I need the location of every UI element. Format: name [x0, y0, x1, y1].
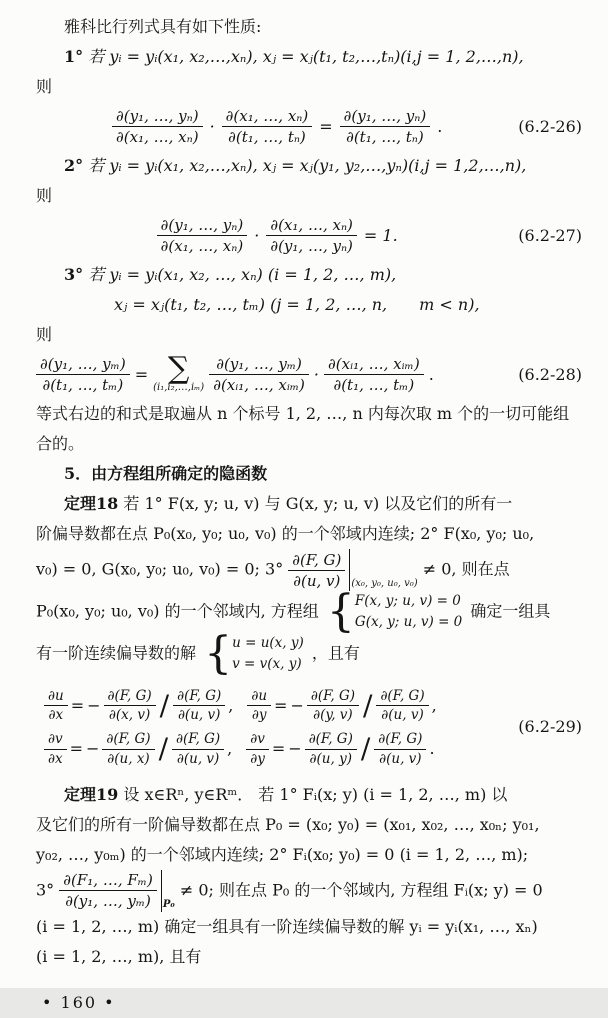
equation-6-2-28-body — [36, 351, 518, 394]
equation-tail: . — [429, 739, 435, 759]
theorem-19-line-5 — [36, 912, 582, 942]
property-1-line — [36, 42, 582, 72]
frac-numerator: ∂(F, G) — [307, 688, 359, 706]
equation-6-2-29-body — [36, 680, 518, 775]
system-lines — [232, 633, 304, 675]
then-label: 则 — [36, 186, 53, 205]
frac-denominator: ∂(u, v) — [379, 750, 422, 767]
fraction — [209, 355, 309, 394]
frac-denominator: ∂x — [48, 750, 63, 767]
fraction — [324, 355, 424, 394]
equation-row — [44, 688, 518, 723]
property-2-line — [36, 151, 582, 181]
equals-operator: = — [134, 364, 149, 384]
frac-denominator: ∂(u, v) — [176, 750, 220, 767]
frac-denominator: ∂(y₁, …, yₙ) — [270, 237, 353, 255]
then-line-1 — [36, 72, 582, 102]
property-1-label: 1° — [64, 47, 84, 66]
fraction — [172, 731, 224, 766]
frac-denominator: ∂(t₁, …, tₙ) — [346, 128, 424, 146]
equation-tail: , — [228, 695, 234, 715]
fraction — [102, 731, 154, 766]
then-label: 则 — [36, 325, 53, 344]
paragraph-text: 等式右边的和式是取遍从 n 个标号 1, 2, …, n 内每次取 m 个的一切可能组 — [36, 404, 570, 423]
fraction — [112, 107, 203, 146]
equation-tail: , — [431, 695, 437, 715]
frac-denominator: ∂y — [250, 750, 265, 767]
paragraph-line-1 — [36, 399, 582, 429]
fraction — [288, 551, 345, 590]
fraction — [246, 731, 269, 766]
theorem-19-text: 设 x∈Rⁿ, y∈Rᵐ． 若 1° Fᵢ(x; y) (i = 1, 2, …, m) 以 — [123, 784, 508, 804]
fraction — [104, 688, 156, 723]
equation-tail: . — [428, 364, 434, 384]
equation-tail: = 1. — [363, 225, 398, 245]
equals-operator: = — [70, 695, 85, 715]
equation-6-2-29 — [36, 680, 582, 775]
fraction — [222, 107, 313, 146]
fraction — [173, 688, 225, 723]
frac-denominator: ∂(t₁, …, tₘ) — [42, 376, 124, 394]
dot-operator: · — [313, 364, 319, 384]
equals-operator: = — [69, 739, 84, 759]
theorem-18-line-5 — [36, 628, 582, 679]
theorem-19-text: 及它们的所有一阶偏导数都在点 P₀ = (x₀; y₀) = (x₀₁, x₀₂, …, x₀ₙ; y₀₁, — [36, 814, 540, 834]
property-3-text-1: 若 yᵢ = yᵢ(x₁, x₂, …, xₙ) (i = 1, 2, …, m), — [88, 265, 397, 284]
theorem-18-text: 阶偏导数都在点 P₀(x₀, y₀; u₀, v₀) 的一个邻域内连续; 2° F(x₀, y₀; u₀, — [36, 524, 535, 543]
evaluated-jacobian — [288, 549, 417, 591]
fraction — [36, 355, 130, 394]
equals-operator: = — [274, 695, 288, 715]
summation — [153, 351, 205, 393]
theorem-19-text: y₀₂, …, y₀ₘ) 的一个邻域内连续; 2° Fᵢ(x₀; y₀) = 0 (i = 1, 2, …, m); — [36, 844, 529, 864]
frac-numerator: ∂(F₁, …, Fₘ) — [59, 871, 157, 891]
division-slash: / — [360, 732, 371, 766]
partial-derivative-equation — [247, 688, 436, 723]
theorem-18-label: 定理18 — [64, 494, 119, 513]
evaluation-point: (x₀, y₀, u₀, v₀) — [351, 578, 418, 589]
frac-denominator: ∂(x, v) — [108, 707, 151, 724]
frac-numerator: ∂u — [44, 688, 68, 706]
division-slash: / — [363, 688, 373, 722]
frac-denominator: ∂(u, v) — [177, 707, 221, 724]
theorem-19-line-6 — [36, 942, 582, 972]
evaluation-bar — [349, 549, 350, 591]
equals-operator: = — [271, 739, 286, 759]
fraction — [44, 731, 67, 766]
frac-denominator: ∂(u, v) — [293, 571, 341, 590]
equation-tail: , — [227, 739, 233, 759]
theorem-19-label: 定理19 — [64, 784, 119, 804]
fraction — [44, 688, 68, 723]
theorem-18-text: P₀(x₀, y₀; u₀, v₀) 的一个邻域内, 方程组 — [36, 601, 319, 621]
frac-numerator: ∂(F, G) — [305, 731, 357, 749]
fraction — [374, 731, 426, 766]
minus-sign: − — [290, 695, 304, 715]
frac-numerator: ∂(F, G) — [173, 688, 225, 706]
then-label: 则 — [36, 77, 53, 96]
frac-denominator: ∂(x₁, …, xₙ) — [160, 237, 244, 255]
minus-sign: − — [87, 695, 101, 715]
division-slash: / — [159, 688, 170, 722]
equation-number: (6.2-27) — [518, 225, 582, 245]
theorem-18-line-2 — [36, 519, 582, 549]
theorem-18-text: 若 1° F(x, y; u, v) 与 G(x, y; u, v) 以及它们的所有一 — [123, 494, 513, 513]
evaluated-jacobian — [59, 870, 174, 912]
division-slash: / — [158, 732, 169, 766]
frac-numerator: ∂(F, G) — [172, 731, 224, 749]
frac-numerator: ∂(F, G) — [104, 688, 156, 706]
frac-numerator: ∂(xᵢ₁, …, xᵢₘ) — [324, 355, 424, 375]
equation-system-uv — [204, 628, 304, 679]
then-line-3 — [36, 320, 582, 350]
theorem-18-text: 有一阶连续偏导数的解 — [36, 643, 197, 663]
system-equation-1: u = u(x, y) — [232, 635, 304, 651]
frac-denominator: ∂(y₁, …, yₘ) — [65, 892, 151, 911]
frac-denominator: ∂(u, x) — [107, 750, 150, 767]
equation-6-2-26 — [36, 107, 582, 146]
property-2-text: 若 yᵢ = yᵢ(x₁, x₂,…,xₙ), xⱼ = xⱼ(y₁, y₂,…,yₙ)(i,j = 1,2,…,n), — [88, 156, 527, 175]
theorem-19-text: (i = 1, 2, …, m) 确定一组具有一阶连续偏导数的解 yᵢ = yᵢ(x₁, …, xₙ) — [36, 916, 538, 936]
equation-number: (6.2-29) — [518, 717, 582, 737]
frac-numerator: ∂(y₁, …, yₘ) — [36, 355, 130, 375]
system-equation-1: F(x, y; u, v) = 0 — [354, 593, 461, 609]
frac-denominator: ∂(u, y) — [309, 750, 352, 767]
partial-derivative-equation — [246, 731, 434, 766]
frac-numerator: ∂(F, G) — [102, 731, 154, 749]
fraction — [157, 216, 248, 255]
frac-numerator: ∂(y₁, …, yₙ) — [112, 107, 203, 127]
then-line-2 — [36, 181, 582, 211]
left-brace: { — [326, 586, 355, 637]
summation-limits: (i₁,i₂,…,iₘ) — [153, 382, 205, 393]
frac-denominator: ∂(x₁, …, xₙ) — [116, 128, 199, 146]
system-equation-2: v = v(x, y) — [232, 656, 302, 672]
partial-derivative-equation — [44, 688, 233, 723]
property-3-label: 3° — [64, 265, 84, 284]
theorem-19-text: 3° — [36, 880, 55, 900]
frac-numerator: ∂u — [247, 688, 271, 706]
fraction — [340, 107, 431, 146]
intro-text: 雅科比行列式具有如下性质: — [64, 17, 262, 36]
theorem-19-text: (i = 1, 2, …, m), 且有 — [36, 946, 202, 966]
fraction — [59, 871, 157, 910]
sigma-symbol: ∑ — [167, 351, 190, 386]
paragraph-line-2 — [36, 429, 582, 459]
property-3-line-1 — [36, 260, 582, 290]
equation-6-2-27-body — [36, 216, 518, 255]
property-3-text-2: xⱼ = xⱼ(t₁, t₂, …, tₘ) (j = 1, 2, …, n, m < n), — [114, 295, 480, 314]
fraction — [266, 216, 357, 255]
frac-denominator: ∂(t₁, …, tₙ) — [228, 128, 306, 146]
frac-numerator: ∂v — [44, 731, 67, 749]
property-2-label: 2° — [64, 156, 84, 175]
frac-numerator: ∂(x₁, …, xₙ) — [266, 216, 357, 236]
frac-denominator: ∂(xᵢ₁, …, xᵢₘ) — [213, 376, 305, 394]
frac-numerator: ∂(y₁, …, yₘ) — [209, 355, 309, 375]
theorem-19-line-1 — [36, 780, 582, 810]
partial-derivative-equation — [44, 731, 232, 766]
theorem-18-line-3 — [36, 549, 582, 591]
equation-number: (6.2-26) — [518, 116, 582, 136]
equation-number: (6.2-28) — [518, 364, 582, 384]
fraction — [376, 688, 428, 723]
theorem-19-line-3 — [36, 840, 582, 870]
equation-6-2-26-body — [36, 107, 518, 146]
evaluation-bar — [161, 870, 162, 912]
frac-numerator: ∂(y₁, …, yₙ) — [157, 216, 248, 236]
frac-denominator: ∂(u, v) — [381, 707, 424, 724]
minus-sign: − — [288, 739, 302, 759]
system-equation-2: G(x, y; u, v) = 0 — [354, 614, 463, 630]
theorem-18-text: ≠ 0, 则在点 — [422, 559, 510, 579]
frac-denominator: ∂(t₁, …, tₘ) — [333, 376, 415, 394]
equation-6-2-28 — [36, 351, 582, 394]
evaluation-point: P₀ — [162, 898, 175, 910]
frac-denominator: ∂(y, v) — [313, 707, 353, 724]
frac-numerator: ∂(y₁, …, yₙ) — [340, 107, 431, 127]
fraction — [247, 688, 271, 723]
theorem-18-text: v₀) = 0, G(x₀, y₀; u₀, v₀) = 0; 3° — [36, 559, 284, 579]
minus-sign: − — [86, 739, 100, 759]
paragraph-text: 合的。 — [36, 434, 85, 453]
theorem-18-line-1 — [36, 489, 582, 519]
frac-denominator: ∂y — [251, 707, 267, 724]
frac-numerator: ∂(F, G) — [376, 688, 428, 706]
equation-tail: . — [437, 116, 443, 136]
theorem-19-text: ≠ 0; 则在点 P₀ 的一个邻域内, 方程组 Fᵢ(x; y) = 0 — [179, 880, 543, 900]
frac-numerator: ∂(F, G) — [288, 551, 345, 571]
fraction — [305, 731, 357, 766]
equation-row — [44, 731, 518, 766]
section-heading — [36, 459, 582, 489]
equals-operator: = — [319, 116, 333, 136]
frac-numerator: ∂v — [246, 731, 269, 749]
section-heading-text: 5．由方程组所确定的隐函数 — [64, 464, 268, 483]
theorem-19-line-4 — [36, 870, 582, 912]
dot-operator: · — [254, 225, 260, 245]
frac-denominator: ∂x — [48, 707, 64, 724]
page-number — [36, 988, 582, 1018]
intro-line — [36, 12, 582, 42]
equation-6-2-27 — [36, 216, 582, 255]
page-number-text: • 160 • — [42, 992, 116, 1012]
fraction — [307, 688, 359, 723]
left-brace: { — [204, 628, 233, 679]
frac-numerator: ∂(F, G) — [374, 731, 426, 749]
dot-operator: · — [209, 116, 215, 136]
property-3-line-2 — [36, 290, 582, 320]
theorem-19-line-2 — [36, 810, 582, 840]
property-1-text: 若 yᵢ = yᵢ(x₁, x₂,…,xₙ), xⱼ = xⱼ(t₁, t₂,…,tₙ)(i,j = 1, 2,…,n), — [88, 47, 524, 66]
frac-numerator: ∂(x₁, …, xₙ) — [222, 107, 313, 127]
theorem-18-text: 确定一组具 — [470, 601, 551, 621]
theorem-18-line-4 — [36, 586, 582, 637]
theorem-18-text: ，且有 — [311, 643, 360, 663]
